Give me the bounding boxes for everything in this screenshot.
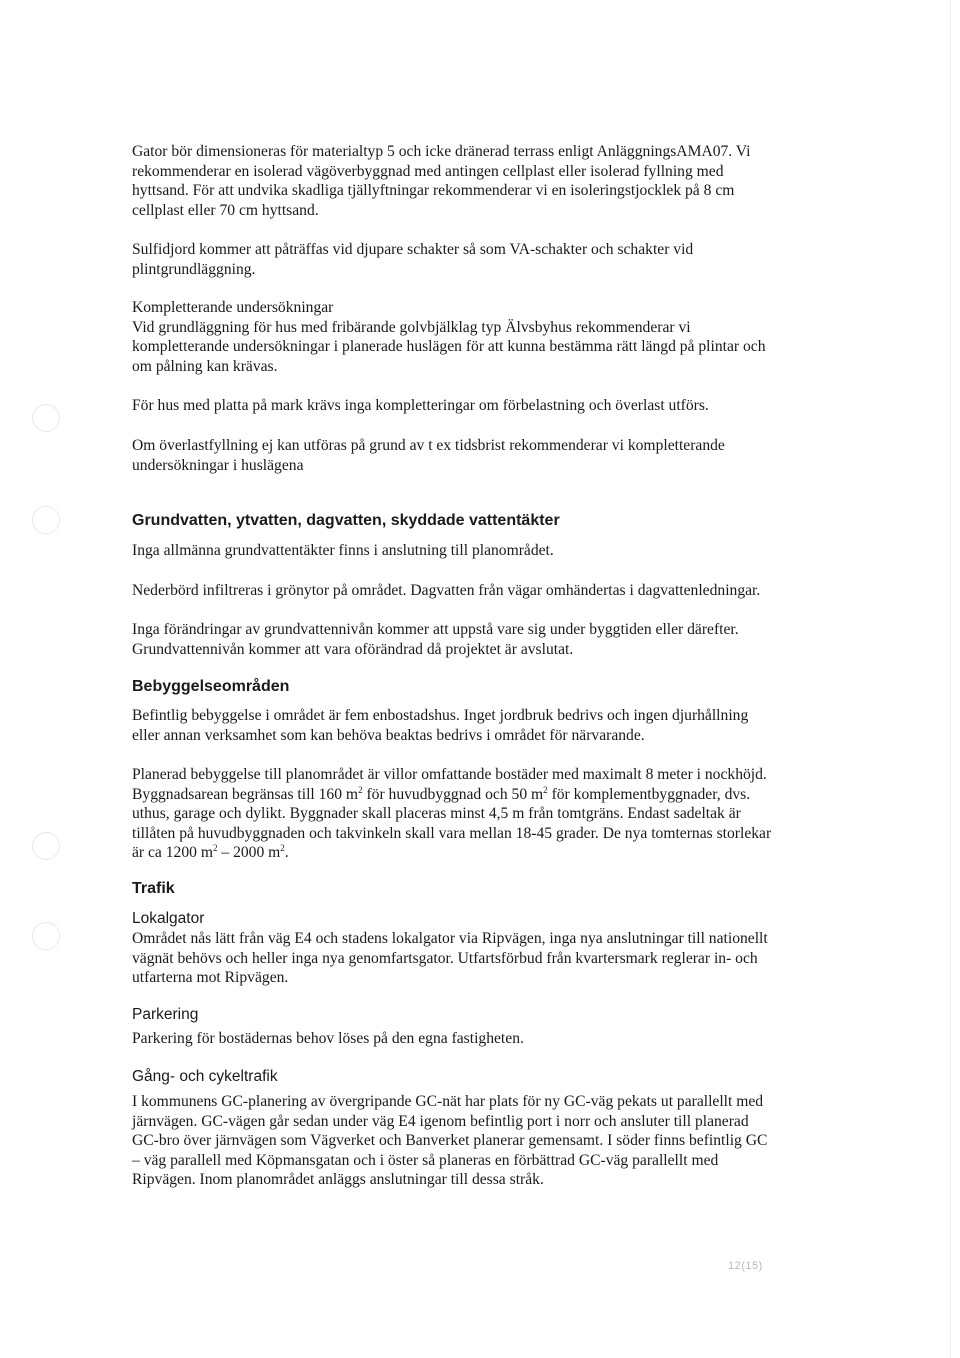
- text-line: Planerad bebyggelse till planområdet är villor omfattande bostäder med maximalt 8 meter i nockhöjd.: [132, 766, 767, 783]
- paragraph-gc: [132, 1092, 832, 1190]
- text-segment: – 2000 m: [217, 844, 281, 862]
- text-line: För hus med platta på mark krävs inga kompletteringar om förbelastning och överlast utförs.: [132, 397, 709, 414]
- superscript: 2: [212, 843, 218, 854]
- text-line: Vid grundläggning för hus med fribärande golvbjälklag typ Älvsbyhus rekommenderar vi: [132, 318, 691, 336]
- heading-bebyggelse: Bebyggelseområden: [132, 678, 290, 695]
- text-line: vägnät behövs och heller inga nya genomfartsgator. Utfartsförbud från kvartersmark reglerar in- och: [132, 949, 758, 967]
- punch-hole: [32, 506, 60, 534]
- heading-grundvatten: Grundvatten, ytvatten, dagvatten, skyddade vattentäkter: [132, 512, 560, 529]
- text-line: järnvägen. GC-vägen går sedan under väg E4 igenom befintlig port i norr och ansluter till planerad: [132, 1112, 749, 1130]
- text-line: Gator bör dimensioneras för materialtyp 5 och icke dränerad terrass enligt AnläggningsAMA07. Vi: [132, 143, 751, 160]
- paragraph-grundvattenniva: [132, 620, 832, 659]
- text-line: Inga förändringar av grundvattennivån kommer att uppstå vare sig under byggtiden eller därefter.: [132, 621, 739, 638]
- text-line: rekommenderar en isolerad vägöverbyggnad med antingen cellplast eller isolerad fyllning med: [132, 162, 724, 180]
- text-line: Grundvattennivån kommer att vara oförändrad då projektet är avslutat.: [132, 640, 574, 658]
- text-line: plintgrundläggning.: [132, 260, 256, 278]
- text-line: Sulfidjord kommer att påträffas vid djupare schakter så som VA-schakter och schakter vid: [132, 241, 694, 258]
- text-line: tillåten på huvudbyggnaden och takvinkeln skall vara mellan 18-45 grader. De nya tomternas storlekar: [132, 824, 772, 842]
- text-segment: för komplementbyggnader, dvs.: [547, 785, 751, 803]
- paragraph-parkering: [132, 1029, 832, 1049]
- page-number: 12(15): [728, 1260, 763, 1272]
- heading-gang-cykel: Gång- och cykeltrafik: [132, 1068, 278, 1085]
- paragraph-befintlig: [132, 706, 832, 745]
- text-line: [132, 785, 832, 805]
- text-line: [132, 843, 832, 863]
- text-segment: är ca 1200 m: [132, 844, 213, 862]
- text-line: Området nås lätt från väg E4 och stadens lokalgator via Ripvägen, inga nya anslutningar till nationellt: [132, 930, 768, 947]
- paragraph-sulfidjord: [132, 240, 832, 279]
- text-line: uthus, garage och dylikt. Byggnader skall placeras minst 4,5 m från tomtgräns. Endast sadeltak är: [132, 805, 741, 823]
- superscript: 2: [358, 784, 363, 795]
- text-segment: .: [284, 844, 289, 862]
- paragraph-lokalgator: [132, 929, 832, 988]
- text-line: cellplast eller 70 cm hyttsand.: [132, 201, 319, 219]
- page-edge-line: [950, 0, 951, 1358]
- paragraph-nederbord: [132, 581, 832, 601]
- paragraph-planerad: [132, 765, 832, 863]
- text-segment: Byggnadsarean begränsas till 160 m: [132, 785, 359, 803]
- punch-hole: [32, 404, 60, 432]
- punch-hole: [32, 832, 60, 860]
- superscript: 2: [280, 843, 285, 854]
- text-line: Nederbörd infiltreras i grönytor på området. Dagvatten från vägar omhändertas i dagvattenledningar.: [132, 582, 761, 599]
- text-line: undersökningar i huslägena: [132, 456, 304, 474]
- punch-hole: [32, 922, 60, 950]
- paragraph-kompletterande: [132, 298, 832, 376]
- subheading-kompletterande: Kompletterande undersökningar: [132, 299, 334, 316]
- heading-parkering: Parkering: [132, 1006, 199, 1023]
- text-line: eller annan verksamhet som kan behöva beaktas bedrivs i området för närvarande.: [132, 726, 645, 744]
- paragraph-grundvattentakter: [132, 541, 832, 561]
- text-line: I kommunens GC-planering av övergripande GC-nät har plats för ny GC-väg pekats ut parallellt med: [132, 1093, 764, 1110]
- text-line: – väg parallell med Köpmansgatan och i öster så planeras en förbättrad GC-väg parallellt med: [132, 1151, 719, 1169]
- text-line: kompletterande undersökningar i planerade huslägen för att kunna bestämma rätt längd på plintar och: [132, 338, 766, 356]
- heading-lokalgator: Lokalgator: [132, 910, 205, 927]
- text-line: hyttsand. För att undvika skadliga tjällyftningar rekommenderar vi en isoleringstjocklek på 8 cm: [132, 182, 735, 200]
- paragraph-overlast: [132, 436, 832, 475]
- text-line: utfarterna mot Ripvägen.: [132, 969, 289, 987]
- text-line: Om överlastfyllning ej kan utföras på grund av t ex tidsbrist rekommenderar vi kompletterande: [132, 437, 725, 454]
- text-line: GC-bro över järnvägen som Vägverket och Banverket planerar gemensamt. I söder finns befintlig GC: [132, 1132, 768, 1150]
- text-line: Befintlig bebyggelse i området är fem enbostadshus. Inget jordbruk bedrivs och ingen djurhållning: [132, 707, 749, 724]
- paragraph-platta: [132, 396, 832, 416]
- text-line: Ripvägen. Inom planområdet anläggs anslutningar till dessa stråk.: [132, 1171, 544, 1189]
- text-line: Parkering för bostädernas behov löses på den egna fastigheten.: [132, 1030, 524, 1047]
- text-line: Inga allmänna grundvattentäkter finns i anslutning till planområdet.: [132, 542, 554, 559]
- text-line: om pålning kan krävas.: [132, 357, 278, 375]
- heading-trafik: Trafik: [132, 880, 175, 897]
- text-segment: för huvudbyggnad och 50 m: [362, 785, 544, 803]
- paragraph-gator: [132, 142, 832, 220]
- superscript: 2: [543, 784, 548, 795]
